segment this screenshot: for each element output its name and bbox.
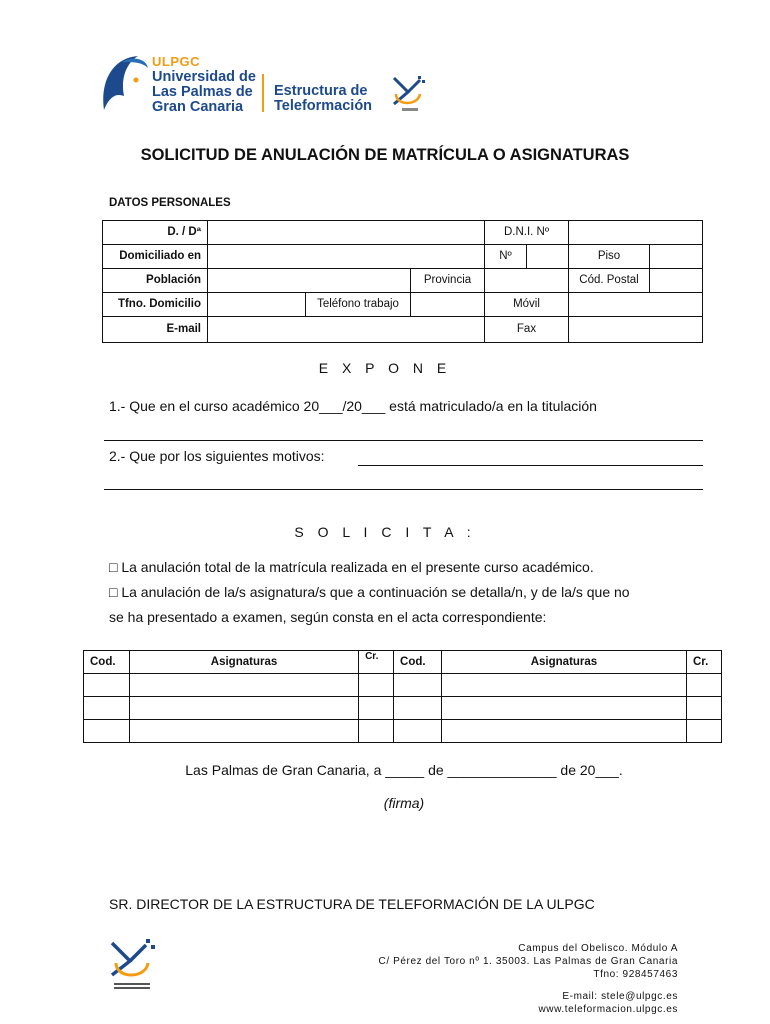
option-subject-cancellation-cont: se ha presentado a examen, según consta en el acta correspondiente:	[109, 609, 547, 625]
dni-field[interactable]	[568, 220, 703, 245]
option-total-cancellation[interactable]: □ La anulación total de la matrícula realizada en el presente curso académico.	[109, 559, 594, 575]
personal-data-heading: DATOS PERSONALES	[109, 197, 231, 209]
table-cell[interactable]	[84, 720, 130, 743]
teleformacion-icon	[388, 72, 428, 114]
table-cell[interactable]	[84, 697, 130, 720]
degree-line[interactable]	[104, 440, 703, 441]
table-row	[84, 697, 722, 720]
table-cell[interactable]	[686, 720, 721, 743]
table-header-row	[84, 651, 722, 674]
reason-line-1[interactable]	[358, 465, 703, 466]
table-cell[interactable]	[394, 697, 442, 720]
footer-email[interactable]: E-mail: stele@ulpgc.es	[562, 991, 678, 1002]
name-label: D. / Dª	[102, 220, 208, 245]
fax-field[interactable]	[568, 316, 703, 343]
table-cell[interactable]	[359, 674, 394, 697]
floor-field[interactable]	[649, 244, 703, 269]
signature-label: (firma)	[383, 795, 425, 811]
footer-contact	[538, 990, 678, 1016]
expone-line-1: 1.- Que en el curso académico 20___/20___ está matriculado/a en la titulación	[109, 398, 597, 414]
col-cr: Cr.	[359, 651, 394, 674]
mobile-field[interactable]	[568, 292, 703, 317]
expone-line-2: 2.- Que por los siguientes motivos:	[109, 448, 325, 464]
subjects-table	[83, 650, 722, 743]
table-cell[interactable]	[441, 720, 686, 743]
col-cr-2: Cr.	[686, 651, 721, 674]
footer-teleformacion-icon	[108, 935, 158, 991]
place-date-line: Las Palmas de Gran Canaria, a _____ de ______________ de 20___.	[185, 762, 623, 778]
work-phone-label: Teléfono trabajo	[305, 292, 411, 317]
fax-label: Fax	[484, 316, 569, 343]
number-label: Nº	[484, 244, 527, 269]
table-cell[interactable]	[359, 697, 394, 720]
expone-heading: E X P O N E	[318, 360, 452, 376]
table-cell[interactable]	[686, 674, 721, 697]
table-cell[interactable]	[359, 720, 394, 743]
email-label: E-mail	[102, 316, 208, 343]
address-field[interactable]	[207, 244, 485, 269]
name-field[interactable]	[207, 220, 485, 245]
logo-unit-name: Estructura de Teleformación	[274, 83, 373, 114]
col-cod: Cod.	[84, 651, 130, 674]
work-phone-field[interactable]	[410, 292, 485, 317]
table-cell[interactable]	[84, 674, 130, 697]
footer-web[interactable]: www.teleformacion.ulpgc.es	[538, 1004, 678, 1015]
table-cell[interactable]	[441, 674, 686, 697]
reason-line-2[interactable]	[104, 489, 703, 490]
email-field[interactable]	[207, 316, 485, 343]
col-asignaturas: Asignaturas	[129, 651, 358, 674]
town-label: Población	[102, 268, 208, 293]
town-field[interactable]	[207, 268, 411, 293]
document-title: SOLICITUD DE ANULACIÓN DE MATRÍCULA O ASIGNATURAS	[140, 146, 630, 164]
home-phone-field[interactable]	[207, 292, 306, 317]
mobile-label: Móvil	[484, 292, 569, 317]
table-cell[interactable]	[394, 674, 442, 697]
table-cell[interactable]	[394, 720, 442, 743]
footer-address: Campus del Obelisco. Módulo A C/ Pérez del Toro nº 1. 35003. Las Palmas de Gran Canaria Tfno: 928457463	[378, 943, 678, 980]
postal-field[interactable]	[649, 268, 703, 293]
logo-separator	[262, 74, 264, 112]
dni-label: D.N.I. Nº	[484, 220, 569, 245]
postal-label: Cód. Postal	[568, 268, 650, 293]
province-field[interactable]	[484, 268, 569, 293]
option-subject-cancellation[interactable]: □ La anulación de la/s asignatura/s que a continuación se detalla/n, y de la/s que no	[109, 584, 630, 600]
province-label: Provincia	[410, 268, 485, 293]
address-label: Domiciliado en	[102, 244, 208, 269]
col-cod-2: Cod.	[394, 651, 442, 674]
table-cell[interactable]	[129, 697, 358, 720]
addressee: SR. DIRECTOR DE LA ESTRUCTURA DE TELEFORMACIÓN DE LA ULPGC	[109, 896, 595, 912]
ulpgc-logo-mark-icon	[98, 52, 150, 112]
table-cell[interactable]	[441, 697, 686, 720]
solicita-heading: S O L I C I T A :	[294, 524, 476, 540]
table-cell[interactable]	[686, 697, 721, 720]
home-phone-label: Tfno. Domicilio	[102, 292, 208, 317]
table-cell[interactable]	[129, 720, 358, 743]
table-row	[84, 720, 722, 743]
logo-ulpgc-text: ULPGC	[152, 54, 200, 69]
table-row	[84, 674, 722, 697]
floor-label: Piso	[568, 244, 650, 269]
number-field[interactable]	[526, 244, 569, 269]
logo-university-name: Universidad de Las Palmas de Gran Canaria	[152, 69, 256, 115]
table-cell[interactable]	[129, 674, 358, 697]
col-asignaturas-2: Asignaturas	[441, 651, 686, 674]
